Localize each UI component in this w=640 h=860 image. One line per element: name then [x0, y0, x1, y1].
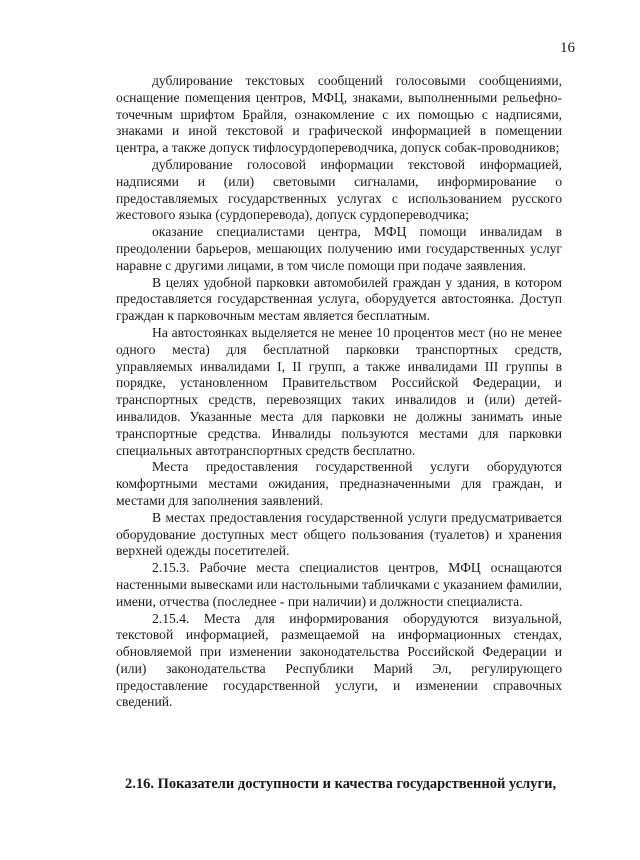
- paragraph-waiting-places: Места предоставления государственной услуги оборудуются комфортными местами ожидания, предназначенными для граждан, и местами для заполнения заявлений.: [116, 459, 562, 508]
- paragraph-2-15-4: 2.15.4. Места для информирования оборудуются визуальной, текстовой информацией, размещаемой на информационных стендах, обновляемой при изменении законодательства Российской Федерации и (или) законодательства Республики Марий Эл, регулирующего предоставление государственной услуги, и изменении справочных сведений.: [116, 610, 562, 710]
- page-number: 16: [560, 40, 575, 56]
- paragraph-assistance: оказание специалистами центра, МФЦ помощи инвалидам в преодолении барьеров, мешающих получению ими государственных услуг наравне с другими лицами, в том числе помощи при подаче заявления.: [116, 224, 562, 273]
- paragraph-braille: дублирование текстовых сообщений голосовыми сообщениями, оснащение помещения центров, МФЦ, знаками, выполненными рельефно-точечным шрифтом Брайля, ознакомление с их помощью с надписями, знаками и иной текстовой и графической информацией в помещении центра, а также допуск тифлосурдопереводчика, допуск собак-проводников;: [116, 73, 562, 156]
- section-heading: 2.16. Показатели доступности и качества государственной услуги,: [125, 776, 557, 792]
- document-body: [116, 73, 562, 711]
- paragraph-2-15-3: 2.15.3. Рабочие места специалистов центров, МФЦ оснащаются настенными вывесками или настольными табличками с указанием фамилии, имени, отчества (последнее - при наличии) и должности специалиста.: [116, 560, 562, 609]
- paragraph-parking: В целях удобной парковки автомобилей граждан у здания, в котором предоставляется государственная услуга, оборудуется автостоянка. Доступ граждан к парковочным местам является бесплатным.: [116, 274, 562, 324]
- paragraph-restrooms: В местах предоставления государственной услуги предусматривается оборудование доступных мест общего пользования (туалетов) и хранения верхней одежды посетителей.: [116, 509, 562, 559]
- paragraph-parking-disabled: На автостоянках выделяется не менее 10 процентов мест (но не менее одного места) для бесплатной парковки транспортных средств, управляемых инвалидами I, II групп, а также инвалидами III группы в порядке, установленном Правительством Российской Федерации, и транспортных средств, перевозящих таких инвалидов и (или) детей-инвалидов. Указанные места для парковки не должны занимать иные транспортные средства. Инвалиды пользуются местами для парковки специальных автотранспортных средств бесплатно.: [116, 324, 562, 458]
- paragraph-sign-language: дублирование голосовой информации текстовой информацией, надписями и (или) световыми сигналами, информирование о предоставляемых государственных услугах с использованием русского жестового языка (сурдоперевода), допуск сурдопереводчика;: [116, 156, 562, 223]
